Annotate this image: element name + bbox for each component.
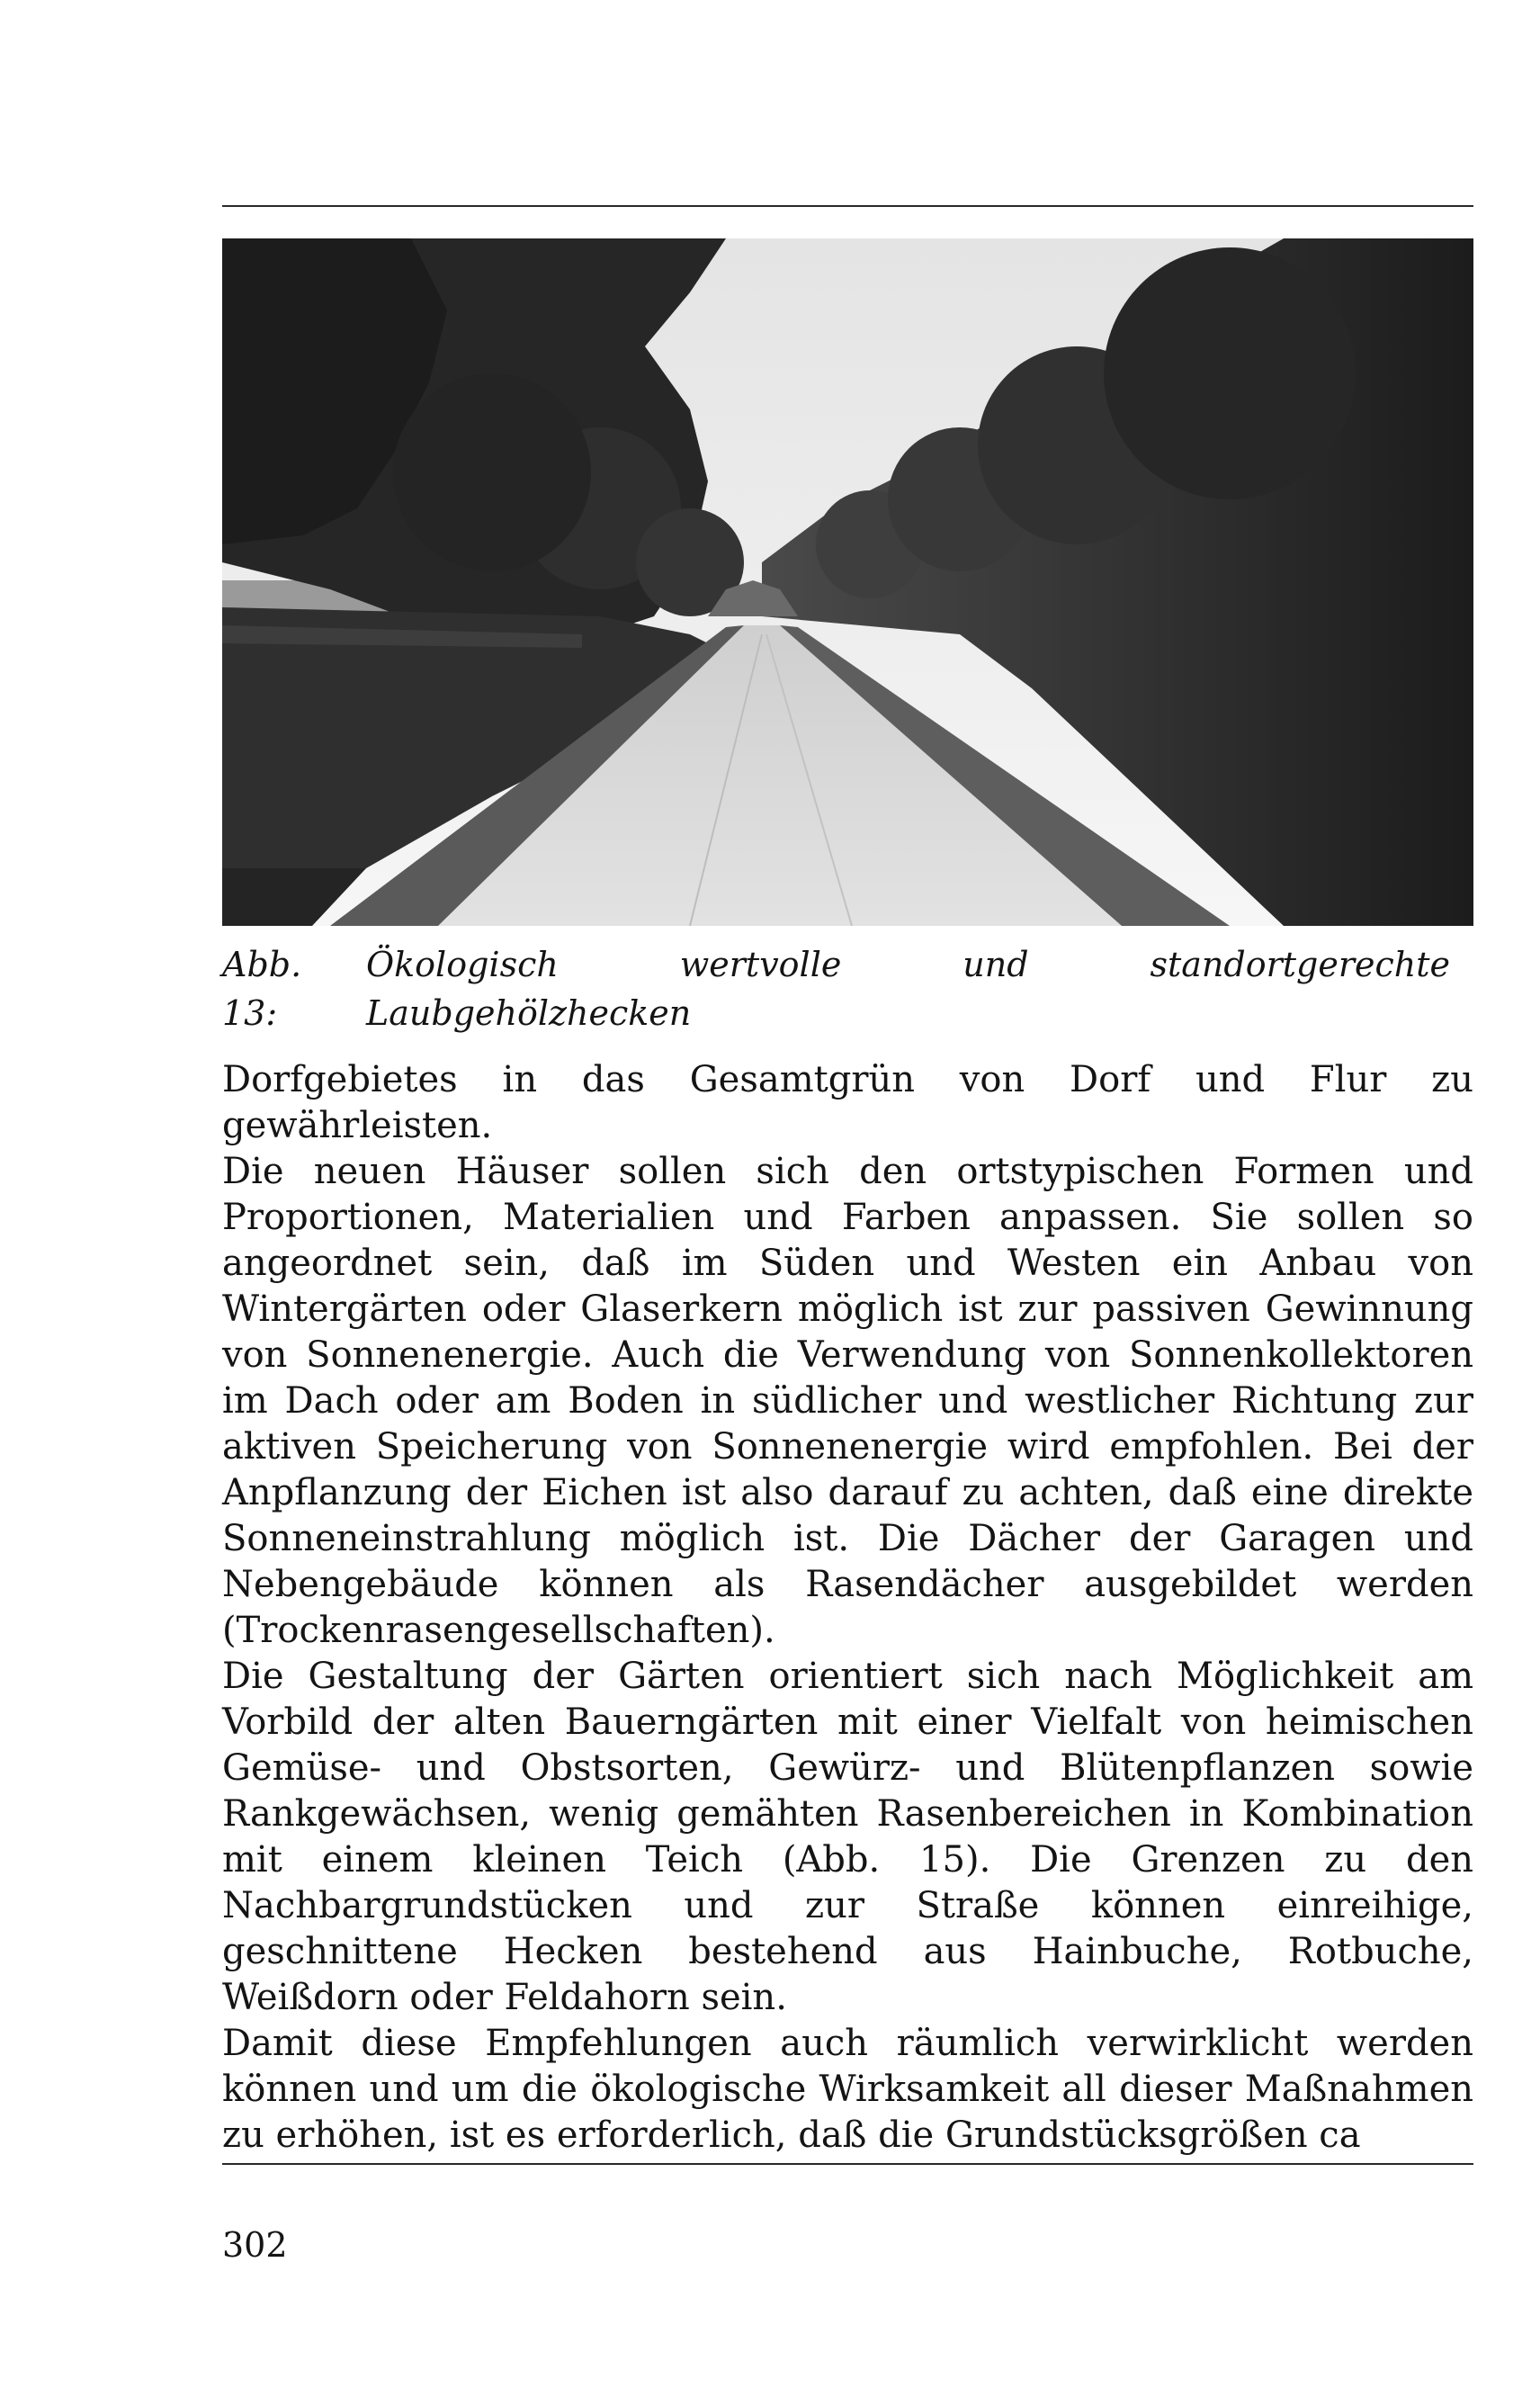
paragraph: Damit diese Empfehlungen auch räumlich verwirklicht werden können und um die ökologische Wirksamkeit all dieser Maßnahmen zu erhöhen, ist es erforderlich, daß die Grundstücksgrößen ca	[222, 2023, 1473, 2156]
paragraph: Die Gestaltung der Gärten orientiert sich nach Möglichkeit am Vorbild der alten Bauerngärten mit einer Vielfalt von heimischen Gemüse- und Obstsorten, Gewürz- und Blütenpflanzen sowie Rankgewächsen, wenig gemähten Rasenbereichen in Kombination mit einem kleinen Teich (Abb. 15). Die Grenzen zu den Nachbargrundstücken und zur Straße können einreihige, geschnittene Hecken bestehend aus Hainbuche, Rotbuche, Weißdorn oder Feldahorn sein.	[222, 1656, 1473, 2018]
footer-rule	[222, 2163, 1473, 2165]
figure-caption	[222, 940, 1473, 1037]
road-hedges-photo	[222, 238, 1473, 926]
figure-photo	[222, 238, 1473, 926]
paragraph: Die neuen Häuser sollen sich den ortstypischen Formen und Proportionen, Materialien und Farben anpassen. Sie sollen so angeordnet sein, daß im Süden und Westen ein Anbau von Wintergärten oder Glaserkern möglich ist zur passiven Gewinnung von Sonnenenergie. Auch die Verwendung von Sonnenkollektoren im Dach oder am Boden in südlicher und westlicher Richtung zur aktiven Speicherung von Sonnenenergie wird empfohlen. Bei der Anpflanzung der Eichen ist also darauf zu achten, daß eine direkte Sonneneinstrahlung möglich ist. Die Dächer der Garagen und Nebengebäude können als Rasendächer ausgebildet werden (Trockenrasengesellschaften).	[222, 1151, 1473, 1651]
paragraph: Dorfgebietes in das Gesamtgrün von Dorf und Flur zu gewährleisten.	[222, 1059, 1473, 1146]
body-text	[222, 1057, 1473, 2159]
header-rule	[222, 205, 1473, 207]
page-number: 302	[222, 2225, 288, 2265]
figure-label: Abb. 13:	[222, 945, 302, 1033]
figure-caption-text: Ökologisch wertvolle und standortgerechte Laubgehölzhecken	[366, 945, 1450, 1033]
